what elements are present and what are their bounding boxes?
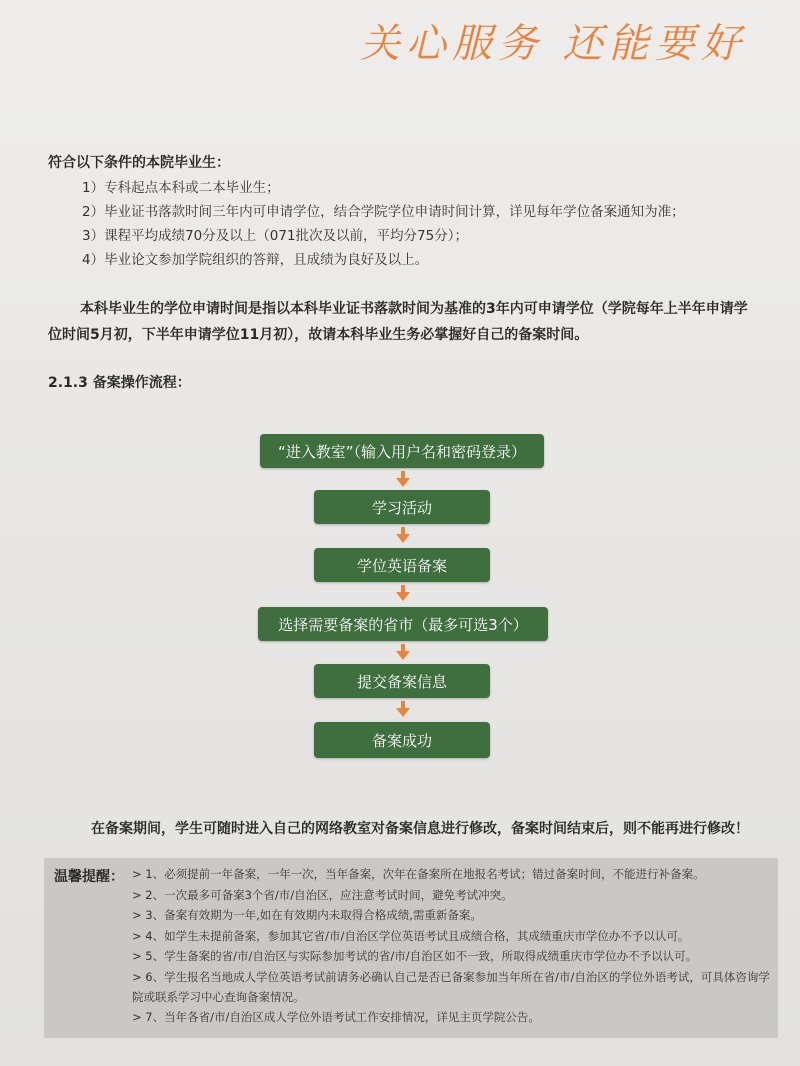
flow-step-filing-success: 备案成功 [314,722,490,758]
flow-arrow-icon [396,471,410,487]
application-time-notice: 本科毕业生的学位申请时间是指以本科毕业证书落款时间为基准的3年内可申请学位（学院每年上半年申请学位时间5月初，下半年申请学位11月初），故请本科毕业生务必掌握好自己的备案时间。 [48,301,748,343]
tip-item: > 4、如学生未提前备案，参加其它省/市/自治区学位英语考试且成绩合格，其成绩重庆市学位办不予以认可。 [132,928,690,943]
flow-step-learning-activity: 学习活动 [314,490,490,524]
tips-list [132,864,772,1027]
condition-item: 4）毕业论文参加学院组织的答辩，且成绩为良好及以上。 [82,252,429,268]
flow-arrow-icon [396,701,410,717]
flow-arrow-icon [396,644,410,660]
tip-item: > 1、必须提前一年备案，一年一次，当年备案，次年在备案所在地报名考试；错过备案时间，不能进行补备案。 [132,867,705,881]
flow-step-submit-info: 提交备案信息 [314,664,490,698]
tips-box [44,858,778,1038]
tip-item: > 3、备案有效期为一年,如在有效期内未取得合格成绩,需重新备案。 [132,908,482,922]
conditions-list [82,176,685,272]
condition-item: 1）专科起点本科或二本毕业生； [82,180,280,196]
conditions-heading: 符合以下条件的本院毕业生： [48,155,230,171]
flow-step-enter-classroom: “进入教室”（输入用户名和密码登录） [260,434,544,468]
tip-item: > 7、当年各省/市/自治区成人学位外语考试工作安排情况，详见主页学院公告。 [132,1009,540,1024]
flow-step-select-province: 选择需要备案的省市（最多可选3个） [258,607,548,641]
tip-item: > 5、学生备案的省/市/自治区与实际参加考试的省/市/自治区如不一致，所取得成绩重庆市学位办不予以认可。 [132,949,698,963]
condition-item: 2）毕业证书落款时间三年内可申请学位，结合学院学位申请时间计算，详见每年学位备案通知为准； [82,204,685,220]
tip-item: > 2、一次最多可备案3个省/市/自治区，应注意考试时间，避免考试冲突。 [132,887,513,902]
section-heading: 2.1.3 备案操作流程： [48,375,191,391]
flow-arrow-icon [396,527,410,543]
modification-warning: 在备案期间，学生可随时进入自己的网络教室对备案信息进行修改，备案时间结束后，则不能再进行修改！ [91,821,749,837]
flow-step-degree-english-filing: 学位英语备案 [314,548,490,582]
tip-item: > 6、学生报名当地成人学位英语考试前请务必确认自己是否已备案参加当年所在省/市/自治区的学位外语考试，可具体咨询学院或联系学习中心查询备案情况。 [132,969,770,1004]
flow-arrow-icon [396,585,410,601]
slogan-header: 关心服务 还能要好 [360,21,747,67]
condition-item: 3）课程平均成绩70分及以上（071批次及以前，平均分75分）； [82,228,468,244]
tips-label: 温馨提醒： [54,869,124,885]
